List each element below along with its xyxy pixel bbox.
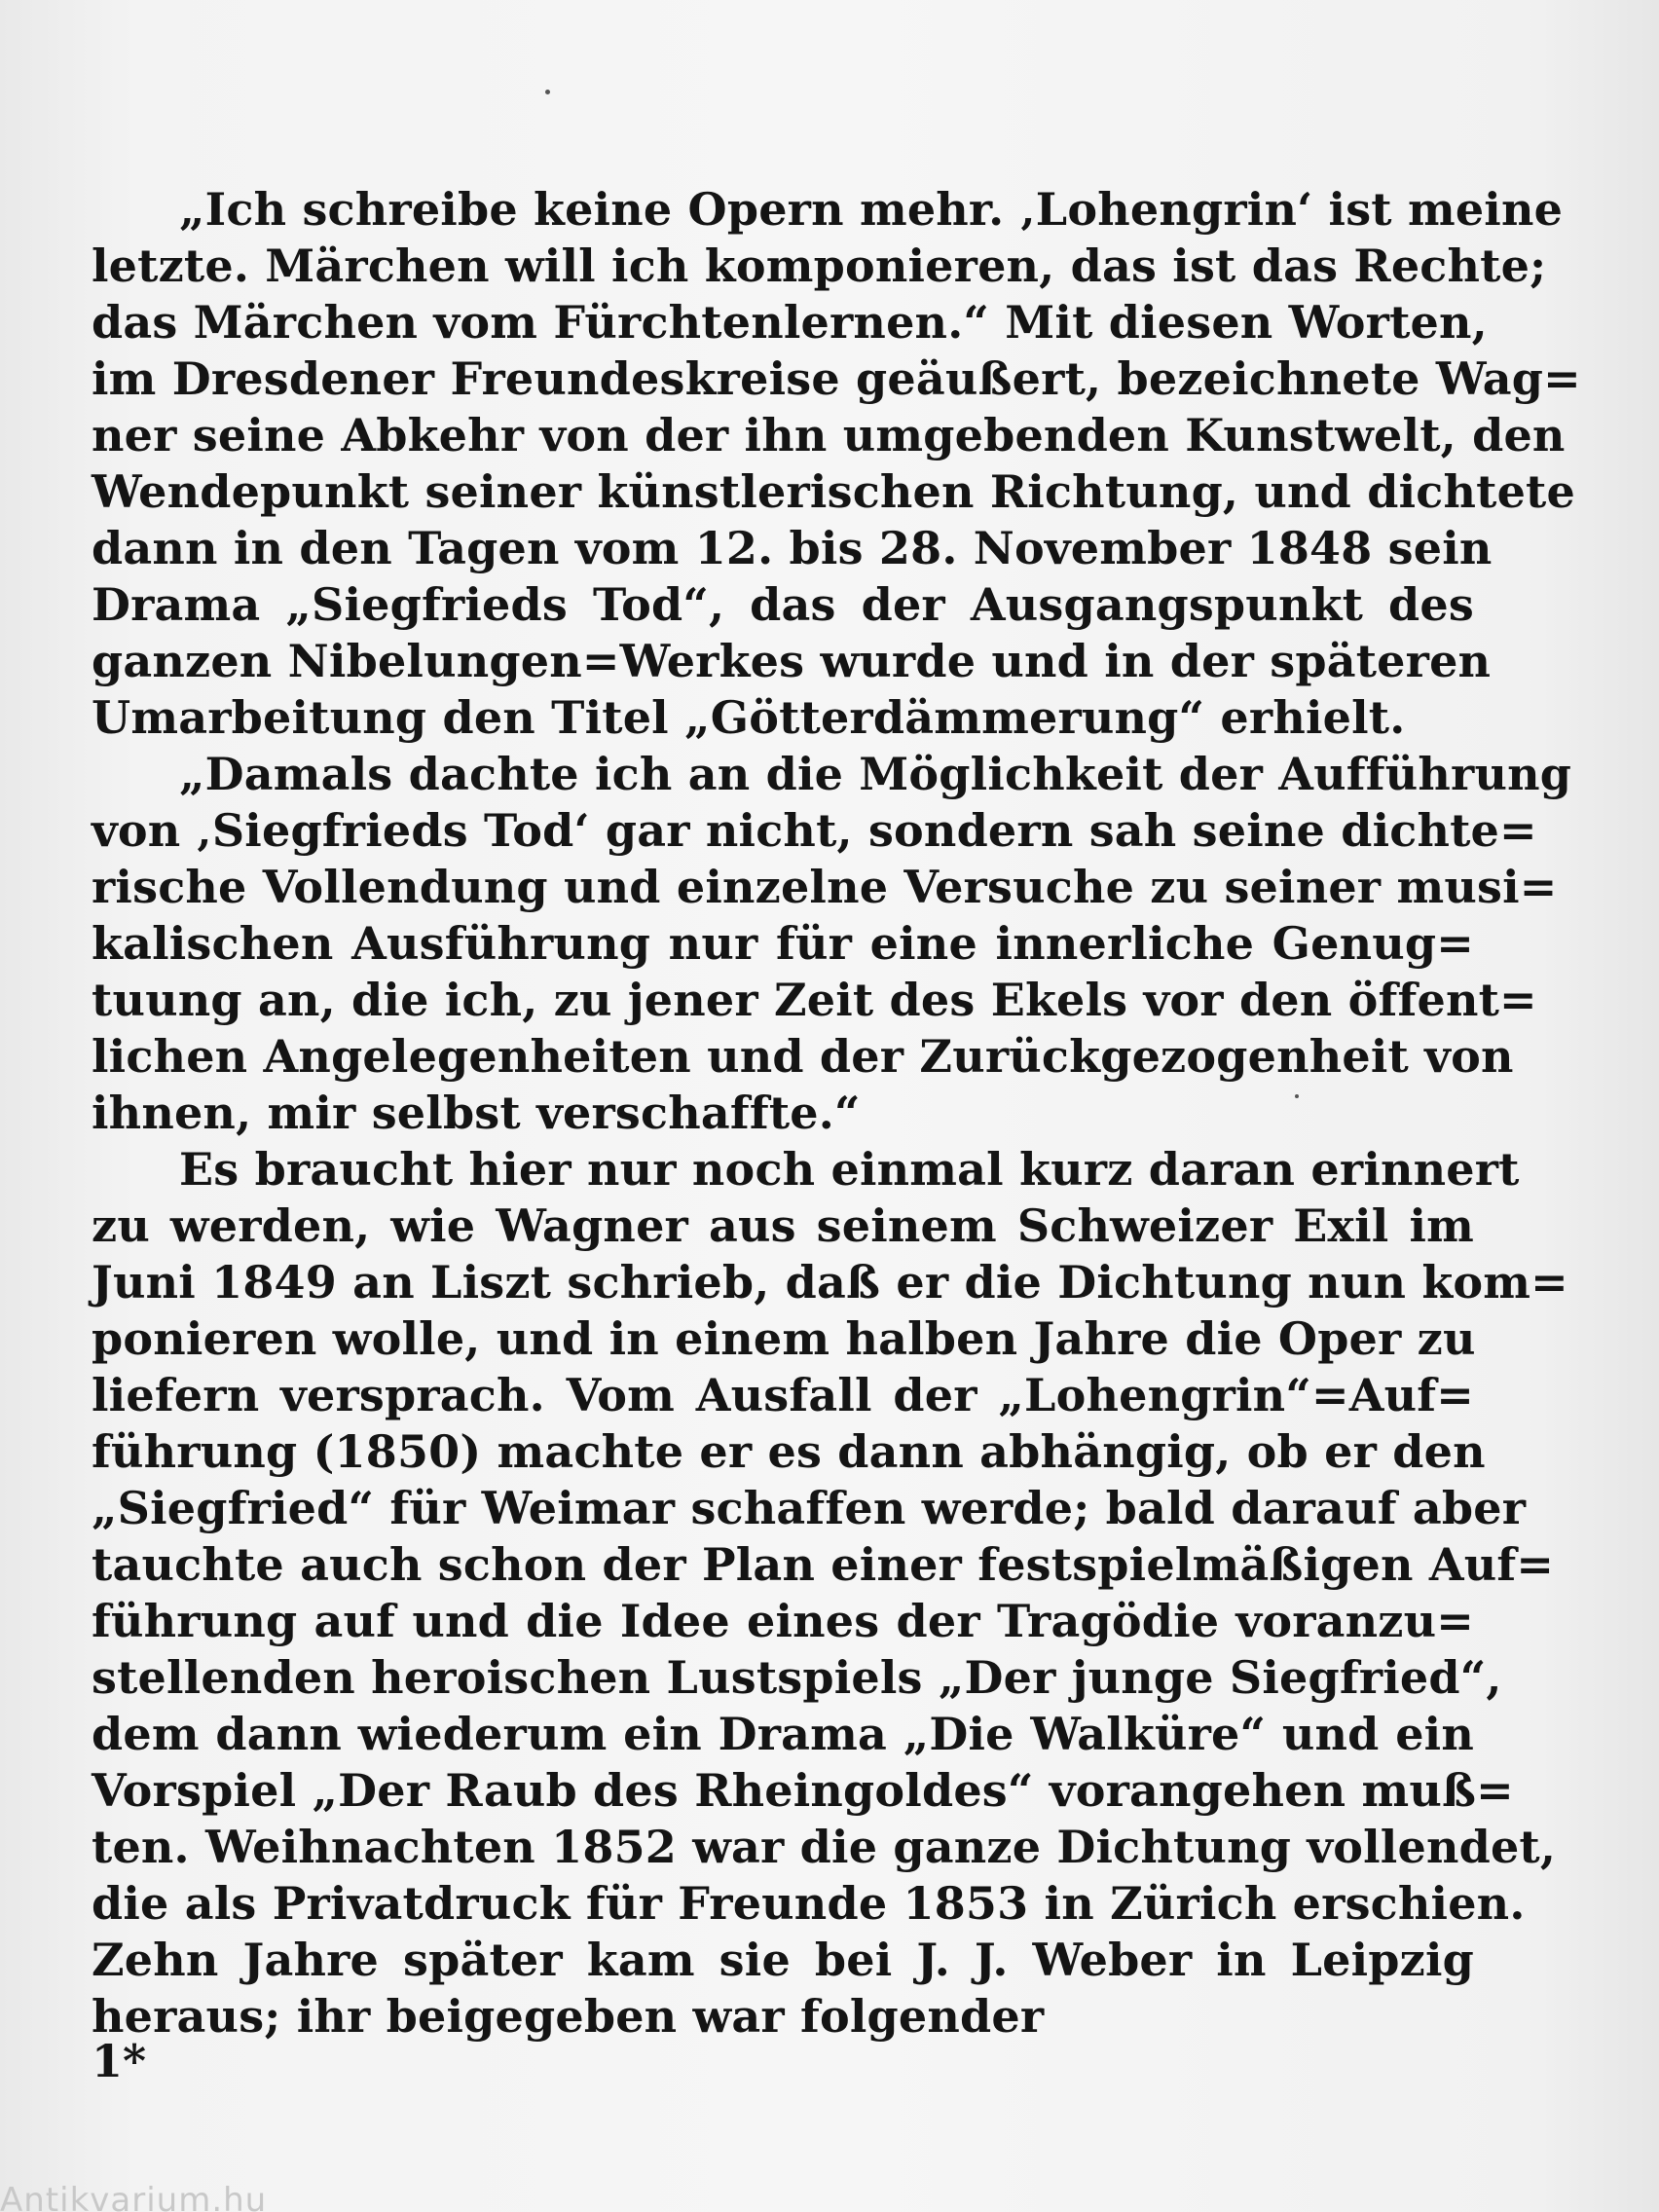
text-line: ihnen, mir selbst verschaffte.“ xyxy=(92,1087,861,1139)
body-text xyxy=(92,181,1581,2045)
print-speck xyxy=(545,90,550,94)
text-line: dann in den Tagen vom 12. bis 28. November 1848 sein xyxy=(92,522,1493,574)
text-line: Juni 1849 an Liszt schrieb, daß er die Dichtung nun kom= xyxy=(92,1256,1568,1309)
watermark: Antikvarium.hu xyxy=(0,2181,268,2212)
text-line: lichen Angelegenheiten und der Zurückgezogenheit von xyxy=(92,1030,1514,1083)
text-line: kalischen Ausführung nur für eine innerliche Genug= xyxy=(92,917,1474,970)
text-line: ten. Weihnachten 1852 war die ganze Dichtung vollendet, xyxy=(92,1821,1557,1873)
text-line: von ‚Siegfrieds Tod‘ gar nicht, sondern sah seine dichte= xyxy=(92,804,1537,857)
text-line: „Damals dachte ich an die Möglichkeit der Aufführung xyxy=(179,748,1572,800)
signature-mark: 1* xyxy=(92,2035,147,2087)
text-line: ganzen Nibelungen=Werkes wurde und in der späteren xyxy=(92,635,1492,687)
text-line: Zehn Jahre später kam sie bei J. J. Weber in Leipzig xyxy=(92,1934,1474,1986)
text-line: „Siegfried“ für Weimar schaffen werde; bald darauf aber xyxy=(92,1482,1527,1534)
print-speck xyxy=(1295,1094,1299,1098)
text-line: liefern versprach. Vom Ausfall der „Lohengrin“=Auf= xyxy=(92,1369,1474,1421)
text-line: führung (1850) machte er es dann abhängig, ob er den xyxy=(92,1425,1486,1478)
text-line: ner seine Abkehr von der ihn umgebenden Kunstwelt, den xyxy=(92,409,1566,461)
text-line: Umarbeitung den Titel „Götterdämmerung“ erhielt. xyxy=(92,691,1406,744)
text-line: stellenden heroischen Lustspiels „Der junge Siegfried“, xyxy=(92,1651,1502,1704)
text-line: dem dann wiederum ein Drama „Die Walküre“ und ein xyxy=(92,1708,1474,1760)
text-line: tuung an, die ich, zu jener Zeit des Ekels vor den öffent= xyxy=(92,974,1537,1026)
text-line: rische Vollendung und einzelne Versuche zu seiner musi= xyxy=(92,861,1558,913)
text-line: das Märchen vom Fürchtenlernen.“ Mit diesen Worten, xyxy=(92,296,1488,349)
text-line: im Dresdener Freundeskreise geäußert, bezeichnete Wag= xyxy=(92,352,1581,405)
text-line: Drama „Siegfrieds Tod“, das der Ausgangspunkt des xyxy=(92,578,1474,631)
text-line: Es braucht hier nur noch einmal kurz daran erinnert xyxy=(179,1143,1520,1196)
text-line: ponieren wolle, und in einem halben Jahre die Oper zu xyxy=(92,1312,1476,1365)
text-line: Wendepunkt seiner künstlerischen Richtung, und dichtete xyxy=(92,465,1575,518)
text-line: die als Privatdruck für Freunde 1853 in Zürich erschien. xyxy=(92,1877,1526,1930)
text-line: „Ich schreibe keine Opern mehr. ‚Lohengrin‘ ist meine xyxy=(179,183,1564,236)
text-line: tauchte auch schon der Plan einer festspielmäßigen Auf= xyxy=(92,1538,1555,1591)
text-line: zu werden, wie Wagner aus seinem Schweizer Exil im xyxy=(92,1199,1474,1252)
text-line: letzte. Märchen will ich komponieren, das ist das Rechte; xyxy=(92,240,1547,292)
text-line: heraus; ihr beigegeben war folgender xyxy=(92,1990,1045,2043)
text-line: Vorspiel „Der Raub des Rheingoldes“ vorangehen muß= xyxy=(92,1764,1514,1817)
text-line: führung auf und die Idee eines der Tragödie voranzu= xyxy=(92,1595,1474,1647)
